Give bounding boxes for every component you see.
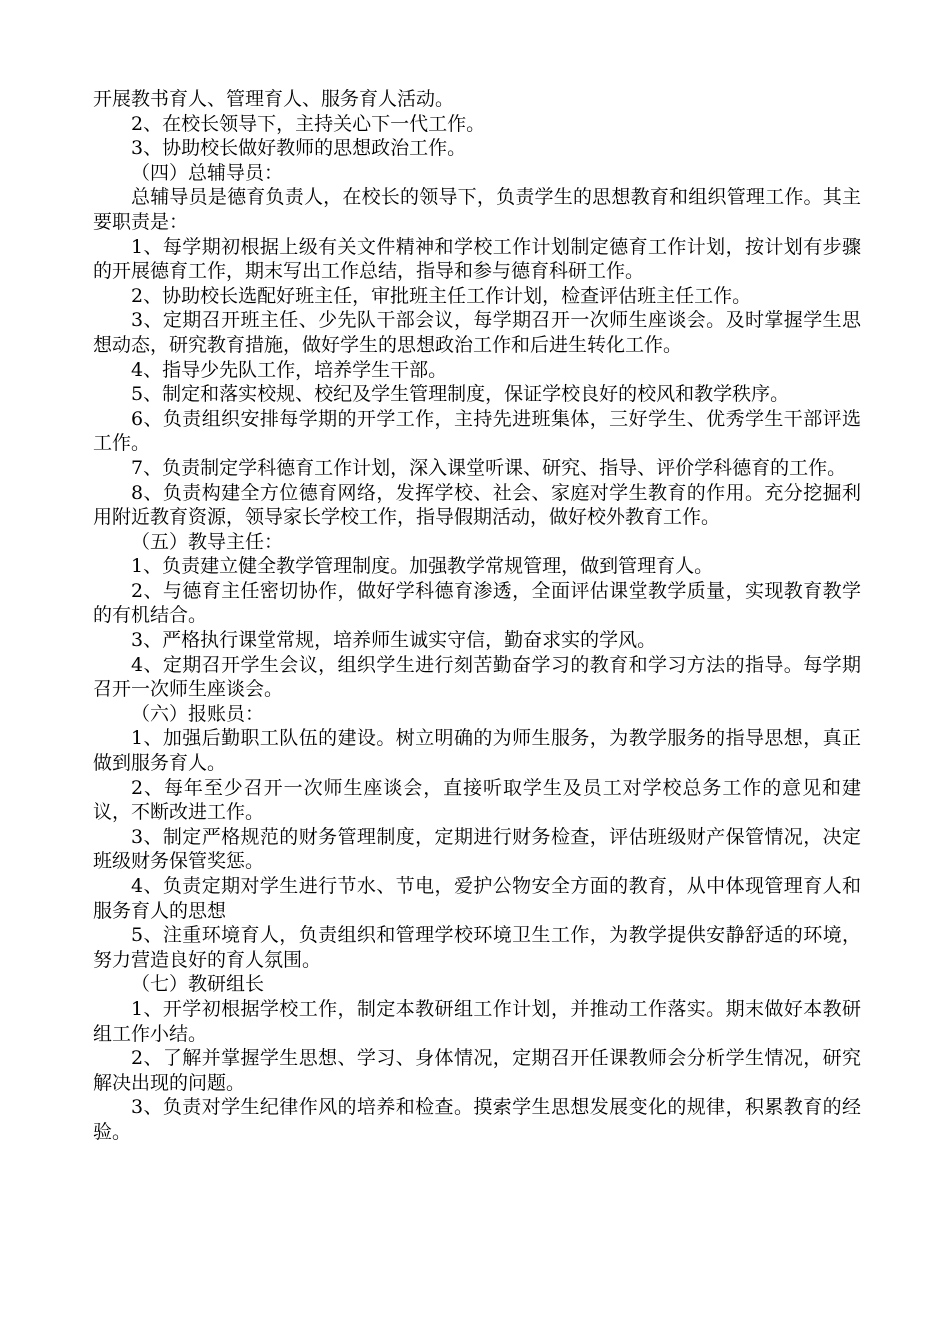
document-body — [93, 87, 861, 1145]
paragraph: 3、定期召开班主任、少先队干部会议，每学期召开一次师生座谈会。及时掌握学生思想动态，研究教育措施，做好学生的思想政治工作和后进生转化工作。 — [93, 309, 861, 356]
paragraph: 3、协助校长做好教师的思想政治工作。 — [131, 137, 467, 160]
paragraph: 2、协助校长选配好班主任，审批班主任工作计划，检查评估班主任工作。 — [131, 284, 752, 307]
section-heading: （四）总辅导员： — [131, 161, 284, 184]
paragraph: 3、制定严格规范的财务管理制度，定期进行财务检查，评估班级财产保管情况，决定班级财务保管奖惩。 — [93, 825, 861, 873]
paragraph: 1、加强后勤职工队伍的建设。树立明确的为师生服务，为教学服务的指导思想，真正做到服务育人。 — [93, 727, 861, 775]
paragraph: 3、负责对学生纪律作风的培养和检查。摸索学生思想发展变化的规律，积累教育的经验。 — [93, 1096, 861, 1143]
section-heading: （五）教导主任： — [131, 530, 284, 553]
paragraph: 总辅导员是德育负责人，在校长的领导下，负责学生的思想教育和组织管理工作。其主要职责是： — [93, 186, 861, 233]
paragraph: 8、负责构建全方位德育网络，发挥学校、社会、家庭对学生教育的作用。充分挖掘利用附近教育资源，领导家长学校工作，指导假期活动，做好校外教育工作。 — [93, 481, 861, 529]
paragraph: 1、负责建立健全教学管理制度。加强教学常规管理，做到管理育人。 — [131, 555, 714, 578]
paragraph: 1、每学期初根据上级有关文件精神和学校工作计划制定德育工作计划，按计划有步骤的开展德育工作，期末写出工作总结，指导和参与德育科研工作。 — [93, 235, 861, 283]
paragraph: 4、负责定期对学生进行节水、节电，爱护公物安全方面的教育，从中体现管理育人和服务育人的思想 — [93, 875, 861, 922]
paragraph: 3、严格执行课堂常规，培养师生诚实守信，勤奋求实的学风。 — [131, 629, 657, 652]
paragraph: 5、制定和落实校规、校纪及学生管理制度，保证学校良好的校风和教学秩序。 — [131, 383, 790, 406]
paragraph: 2、与德育主任密切协作，做好学科德育渗透，全面评估课堂教学质量，实现教育教学的有机结合。 — [93, 579, 861, 627]
paragraph: 7、负责制定学科德育工作计划，深入课堂听课、研究、指导、评价学科德育的工作。 — [131, 456, 847, 479]
section-heading: （七）教研组长 — [131, 973, 265, 996]
paragraph: 2、了解并掌握学生思想、学习、身体情况，定期召开任课教师会分析学生情况，研究解决出现的问题。 — [93, 1047, 861, 1094]
paragraph: 6、负责组织安排每学期的开学工作，主持先进班集体，三好学生、优秀学生干部评选工作。 — [93, 407, 861, 455]
section-heading: （六）报账员： — [131, 702, 265, 725]
paragraph: 2、在校长领导下，主持关心下一代工作。 — [131, 112, 486, 135]
paragraph: 开展教书育人、管理育人、服务育人活动。 — [93, 88, 455, 110]
paragraph: 1、开学初根据学校工作，制定本教研组工作计划，并推动工作落实。期末做好本教研组工作小结。 — [93, 997, 861, 1045]
paragraph: 4、指导少先队工作，培养学生干部。 — [131, 358, 448, 381]
paragraph: 5、注重环境育人，负责组织和管理学校环境卫生工作，为教学提供安静舒适的环境，努力营造良好的育人氛围。 — [93, 924, 861, 971]
paragraph: 2、每年至少召开一次师生座谈会，直接听取学生及员工对学校总务工作的意见和建议，不断改进工作。 — [93, 776, 861, 824]
paragraph: 4、定期召开学生会议，组织学生进行刻苦勤奋学习的教育和学习方法的指导。每学期召开一次师生座谈会。 — [93, 653, 861, 701]
